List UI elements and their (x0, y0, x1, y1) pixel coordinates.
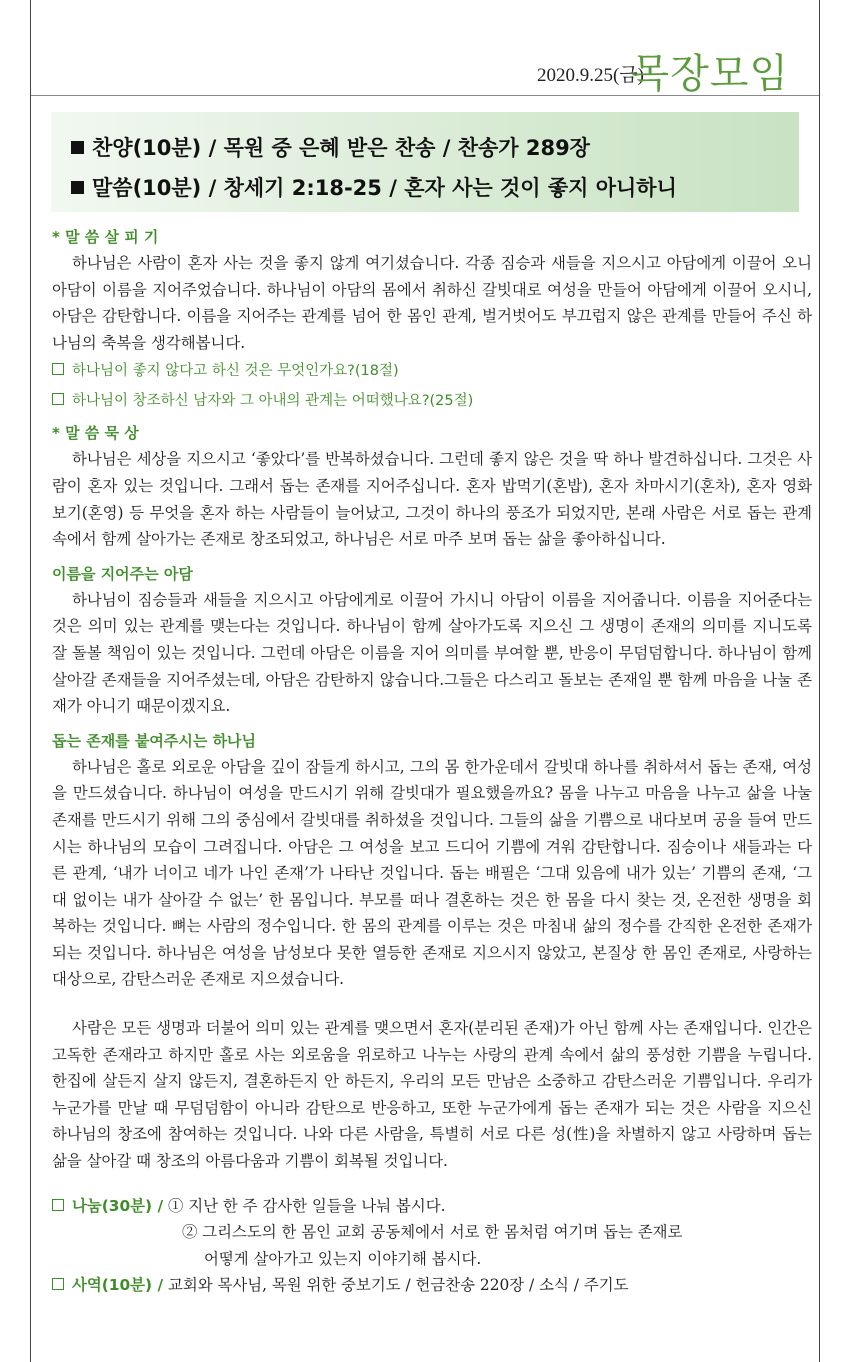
meeting-date: 2020.9.25(금) (536, 65, 644, 86)
sharing-item-1: ① 지난 한 주 감사한 일들을 나눠 봅시다. (167, 1196, 446, 1215)
content (52, 224, 812, 1299)
meditate-body: 하나님은 세상을 지으시고 ‘좋았다’를 반복하셨습니다. 그런데 좋지 않은 것을 딱 하나 발견하십니다. 그것은 사람이 혼자 있는 것입니다. 그래서 돕는 존재를 지어주십니다. 혼자 밥먹기(혼밥), 혼자 차마시기(혼차), 혼자 영화보기(혼영) 등 무엇을 혼자 하는 사람들이 늘어났고, 그것이 하나의 풍조가 되었지만, 본래 사람은 서로 돕는 관계 속에서 함께 살아가는 존재로 창조되었고, 하나님은 서로 마주 보며 돕는 삶을 좋아하십니다. (52, 450, 812, 549)
mission-row (52, 1272, 812, 1299)
observe-body: 하나님은 사람이 혼자 사는 것을 좋지 않게 여기셨습니다. 각종 짐승과 새들을 지으시고 아담에게 이끌어 오니 아담이 이름을 지어주었습니다. 하나님이 아담의 몸에서 취하신 갈빗대로 여성을 만들어 아담에게 이끌어 오시니, 아담은 감탄합니다. 이름을 지어주는 관계를 넘어 한 몸인 관계, 벌거벗어도 부끄럽지 않은 관계를 만들어 주신 하나님의 축복을 생각해봅니다. (52, 254, 812, 352)
header (31, 30, 819, 100)
helper-body-1: 하나님은 홀로 외로운 아담을 깊이 잠들게 하시고, 그의 몸 한가운데서 갈빗대 하나를 취하셔서 돕는 존재, 여성을 만드셨습니다. 하나님이 여성을 만드시기 위해 갈빗대가 필요했을까요? 몸을 나누고 마음을 나누고 삶을 나눌 존재를 만드시기 위해 그의 중심에서 갈빗대를 취하셨을 것입니다. 그들의 삶을 기쁨으로 내다보며 공을 들여 만드시는 하나님의 모습이 그려집니다. 아담은 그 여성을 보고 드디어 기쁨에 겨워 감탄합니다. 짐승이나 새들과는 다른 관계, ‘내가 너이고 네가 나인 존재’가 나타난 것입니다. 돕는 배필은 ‘그대 있음에 내가 있는’ 기쁨의 존재, ‘그대 없이는 내가 살아갈 수 없는’ 한 몸입니다. 부모를 떠나 결혼하는 것은 한 몸을 다시 찾는 것, 온전한 생명을 회복하는 것입니다. 뼈는 사람의 정수입니다. 한 몸의 관계를 이루는 것은 마침내 삶의 정수를 간직한 온전한 존재가 되는 것입니다. 하나님은 여성을 남성보다 못한 열등한 존재로 지으시지 않았고, 본질상 한 몸인 존재로, 사랑하는 대상으로, 감탄스러운 존재로 지으셨습니다. (52, 757, 812, 989)
question-2: 하나님이 창조하신 남자와 그 아내의 관계는 어떠했나요?(25절) (52, 386, 812, 416)
section-heading-meditate: * 말 씀 묵 상 (52, 424, 139, 443)
checkbox-icon (52, 1199, 64, 1211)
checkbox-icon (52, 393, 64, 405)
sharing-label: 나눔(30분) / (52, 1197, 163, 1215)
section-heading-observe: * 말 씀 살 피 기 (52, 228, 159, 246)
helper-body-2: 사람은 모든 생명과 더불어 의미 있는 관계를 맺으면서 혼자(분리된 존재)가 아닌 함께 사는 존재입니다. 인간은 고독한 존재라고 하지만 홀로 사는 외로움을 위로하고 나누는 사랑의 관계 속에서 삶의 풍성한 기쁨을 누립니다. 한집에 살든지 살지 않든지, 결혼하든지 안 하든지, 우리의 모든 만남은 소중하고 감탄스러운 기쁨입니다. 우리가 누군가를 만날 때 무덤덤함이 아니라 감탄으로 반응하고, 또한 누군가에게 돕는 존재가 되는 것은 사람을 지으신 하나님의 창조에 참여하는 것입니다. 나와 다른 사람을, 특별히 서로 다른 성(性)을 차별하지 않고 사랑하며 돕는 삶을 살아갈 때 창조의 아름다움과 기쁨이 회복될 것입니다. (52, 1019, 812, 1171)
section-heading-naming: 이름을 지어주는 아담 (52, 564, 193, 583)
checkbox-icon (52, 363, 64, 375)
question-1: 하나님이 좋지 않다고 하신 것은 무엇인가요?(18절) (52, 356, 812, 386)
square-bullet-icon (71, 181, 84, 194)
mission-text: 교회와 목사님, 목원 위한 중보기도 / 헌금찬송 220장 / 소식 / 주기도 (167, 1276, 629, 1295)
sharing-section (52, 1193, 812, 1299)
checkbox-icon (52, 1278, 64, 1290)
header-divider (31, 95, 819, 96)
page-title: 목장모임 (630, 51, 789, 97)
sharing-item-2: ② 그리스도의 한 몸인 교회 공동체에서 서로 한 몸처럼 여기며 돕는 존재로 (182, 1223, 683, 1242)
agenda-word: 말씀(10분) / 창세기 2:18-25 / 혼자 사는 것이 좋지 아니하니 (71, 172, 677, 202)
sharing-item-2-cont: 어떻게 살아가고 있는지 이야기해 봅시다. (204, 1249, 482, 1268)
mission-label: 사역(10분) / (52, 1276, 163, 1294)
section-heading-helper: 돕는 존재를 붙여주시는 하나님 (52, 731, 257, 750)
agenda-praise: 찬양(10분) / 목원 중 은혜 받은 찬송 / 찬송가 289장 (71, 132, 590, 162)
square-bullet-icon (71, 141, 84, 154)
page-frame (30, 0, 820, 1362)
naming-body: 하나님이 짐승들과 새들을 지으시고 아담에게로 이끌어 가시니 아담이 이름을 지어줍니다. 이름을 지어준다는 것은 의미 있는 관계를 맺는다는 것입니다. 하나님이 함께 살아가도록 지으신 그 생명이 존재의 의미를 지니도록 잘 돌볼 책임이 있는 것입니다. 그런데 아담은 이름을 지어 의미를 부여할 뿐, 반응이 무덤덤합니다. 하나님이 함께 살아갈 존재들을 지어주셨는데, 아담은 감탄하지 않습니다.그들은 다스리고 돌보는 존재일 뿐 함께 마음을 나눌 존재가 아니기 때문이겠지요. (52, 590, 812, 716)
